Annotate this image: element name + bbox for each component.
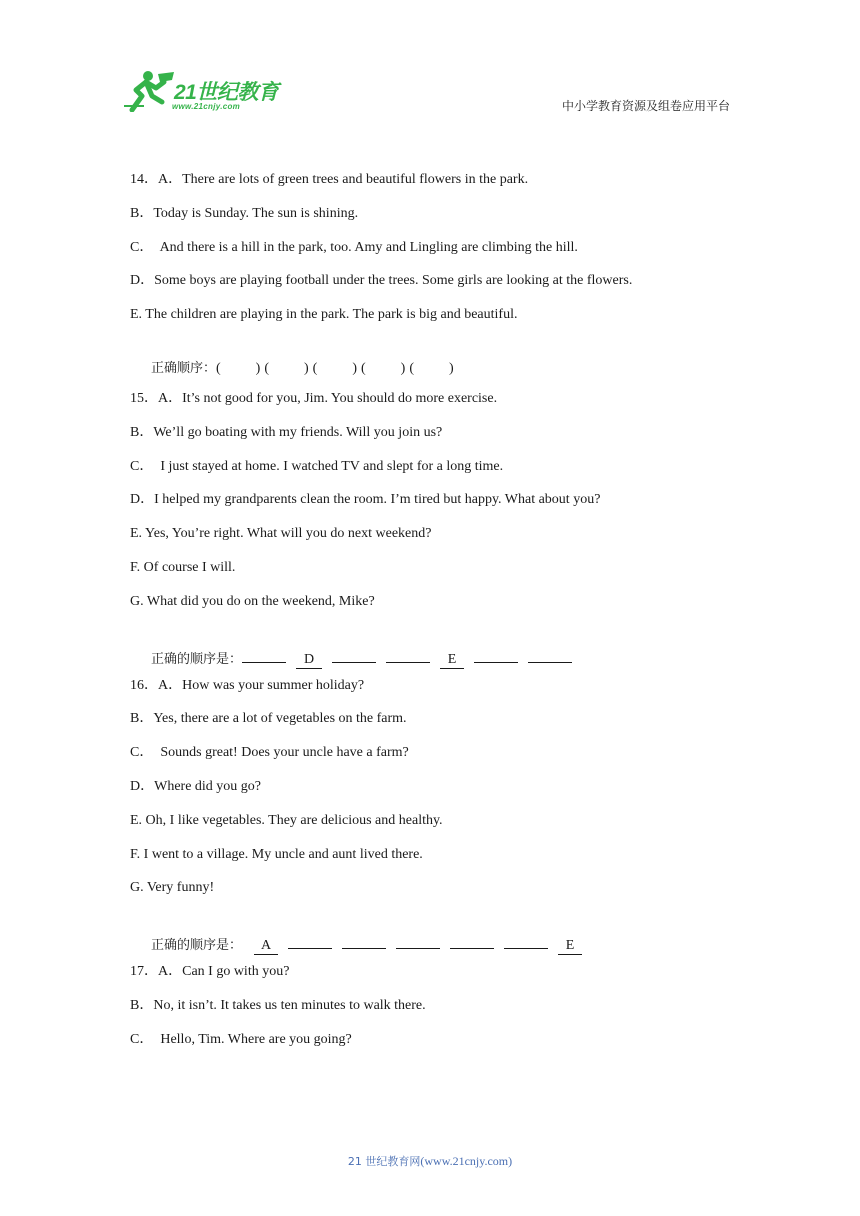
question-line: 16．A．How was your summer holiday? [130,677,365,693]
question-16 [130,676,750,954]
logo [122,70,292,116]
question-line: 15．A．It’s not good for you, Jim. You should do more exercise. [130,390,498,406]
question-line: D．I helped my grandparents clean the room. I’m tired but happy. What about you? [130,492,601,508]
answer-blank[interactable] [474,646,518,663]
runner-logo-icon [122,70,176,112]
answer-blank[interactable] [528,646,572,663]
footer-site-name: 21 世纪教育网 [347,1155,421,1168]
question-line: C． I just stayed at home. I watched TV and slept for a long time. [130,458,504,474]
question-line: F. Of course I will. [130,559,236,575]
answer-blank[interactable]: A [254,938,278,955]
question-line: E. Oh, I like vegetables. They are delicious and healthy. [130,812,443,828]
question-line: E. Yes, You’re right. What will you do next weekend? [130,526,432,542]
answer-blank[interactable] [332,646,376,663]
answer-blank[interactable] [288,932,332,949]
question-line: B．Today is Sunday. The sun is shining. [130,205,359,221]
question-line: B．Yes, there are a lot of vegetables on the farm. [130,711,407,727]
answer-blank[interactable]: E [440,652,464,669]
answer-label: 正确的顺序是： [151,651,243,667]
question-17 [130,962,750,1050]
question-line: E. The children are playing in the park. The park is big and beautiful. [130,307,518,323]
answer-blank[interactable] [450,932,494,949]
question-line: 17．A．Can I go with you? [130,964,290,980]
answer-slot[interactable]: ( ) [409,360,454,376]
footer-url[interactable]: (www.21cnjy.com) [420,1154,513,1168]
answer-row [130,339,750,376]
answer-slot[interactable]: ( ) [264,360,309,376]
question-line: 14．A．There are lots of green trees and beautiful flowers in the park. [130,172,529,187]
question-14 [130,170,750,376]
logo-title: 21世纪教育 [174,81,279,104]
answer-blank[interactable] [386,646,430,663]
page-header [0,0,860,130]
question-line: C． And there is a hill in the park, too. Amy and Lingling are climbing the hill. [130,239,578,255]
answer-row [130,626,750,667]
question-line: D．Some boys are playing football under the trees. Some girls are looking at the flowers. [130,273,633,289]
page-footer [0,1153,860,1169]
answer-blank[interactable] [242,646,286,663]
question-15 [130,389,750,667]
header-tagline: 中小学教育资源及组卷应用平台 [561,99,730,113]
answer-row [130,912,750,954]
logo-url: www.21cnjy.com [172,102,241,111]
question-line: C． Sounds great! Does your uncle have a farm? [130,745,409,761]
answer-slot[interactable]: ( ) [216,360,261,376]
question-line: D．Where did you go? [130,778,262,794]
answer-blank[interactable]: D [296,652,322,669]
question-line: G. Very funny! [130,880,215,896]
question-line: B．No, it isn’t. It takes us ten minutes to walk there. [130,997,426,1013]
question-line: G. What did you do on the weekend, Mike? [130,593,375,609]
questions-content [130,170,750,1080]
answer-label: 正确的顺序是： [151,938,243,954]
question-line: F. I went to a village. My uncle and aunt lived there. [130,846,423,862]
answer-blank[interactable] [396,932,440,949]
answer-slot[interactable]: ( ) [361,360,406,376]
answer-label: 正确顺序： [151,360,217,376]
question-line: C． Hello, Tim. Where are you going? [130,1031,352,1047]
answer-slot[interactable]: ( ) [312,360,357,376]
question-line: B．We’ll go boating with my friends. Will you join us? [130,424,443,440]
answer-blank[interactable] [504,932,548,949]
answer-blank[interactable]: E [558,938,582,955]
answer-blank[interactable] [342,932,386,949]
